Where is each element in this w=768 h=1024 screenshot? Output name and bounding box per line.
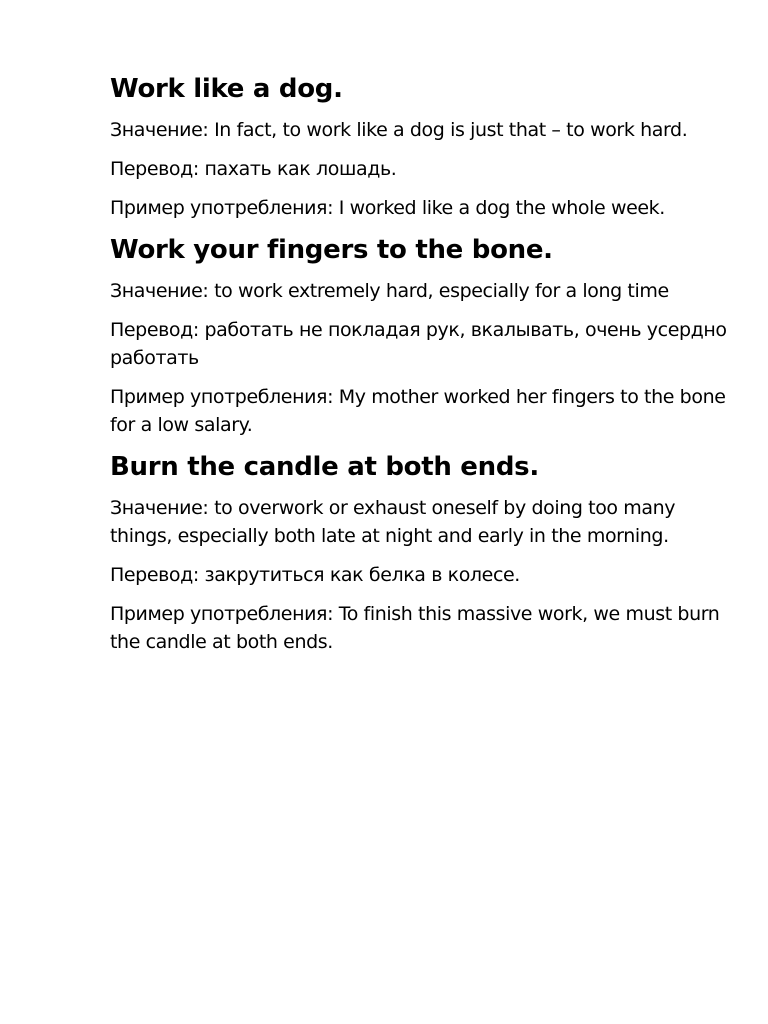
idiom-section	[110, 72, 730, 222]
idiom-example: Пример употребления: To finish this massive work, we must burn the candle at both ends.	[110, 603, 720, 653]
idiom-meaning: Значение: to overwork or exhaust oneself by doing too many things, especially both late at night and early in the morning.	[110, 497, 676, 547]
idiom-translation: Перевод: закрутиться как белка в колесе.	[110, 564, 520, 586]
idiom-heading: Work like a dog.	[110, 74, 343, 104]
idiom-example: Пример употребления: I worked like a dog the whole week.	[110, 197, 665, 219]
idiom-translation: Перевод: пахать как лошадь.	[110, 158, 397, 180]
idiom-section	[110, 450, 730, 656]
idiom-example: Пример употребления: My mother worked her fingers to the bone for a low salary.	[110, 386, 726, 436]
idiom-meaning: Значение: In fact, to work like a dog is just that – to work hard.	[110, 119, 688, 141]
idiom-heading: Work your fingers to the bone.	[110, 235, 553, 265]
idiom-meaning: Значение: to work extremely hard, especially for a long time	[110, 280, 669, 302]
idiom-translation: Перевод: работать не покладая рук, вкалывать, очень усердно работать	[110, 319, 727, 369]
idiom-heading: Burn the candle at both ends.	[110, 452, 539, 482]
idiom-section	[110, 233, 730, 439]
document-page	[110, 72, 730, 667]
